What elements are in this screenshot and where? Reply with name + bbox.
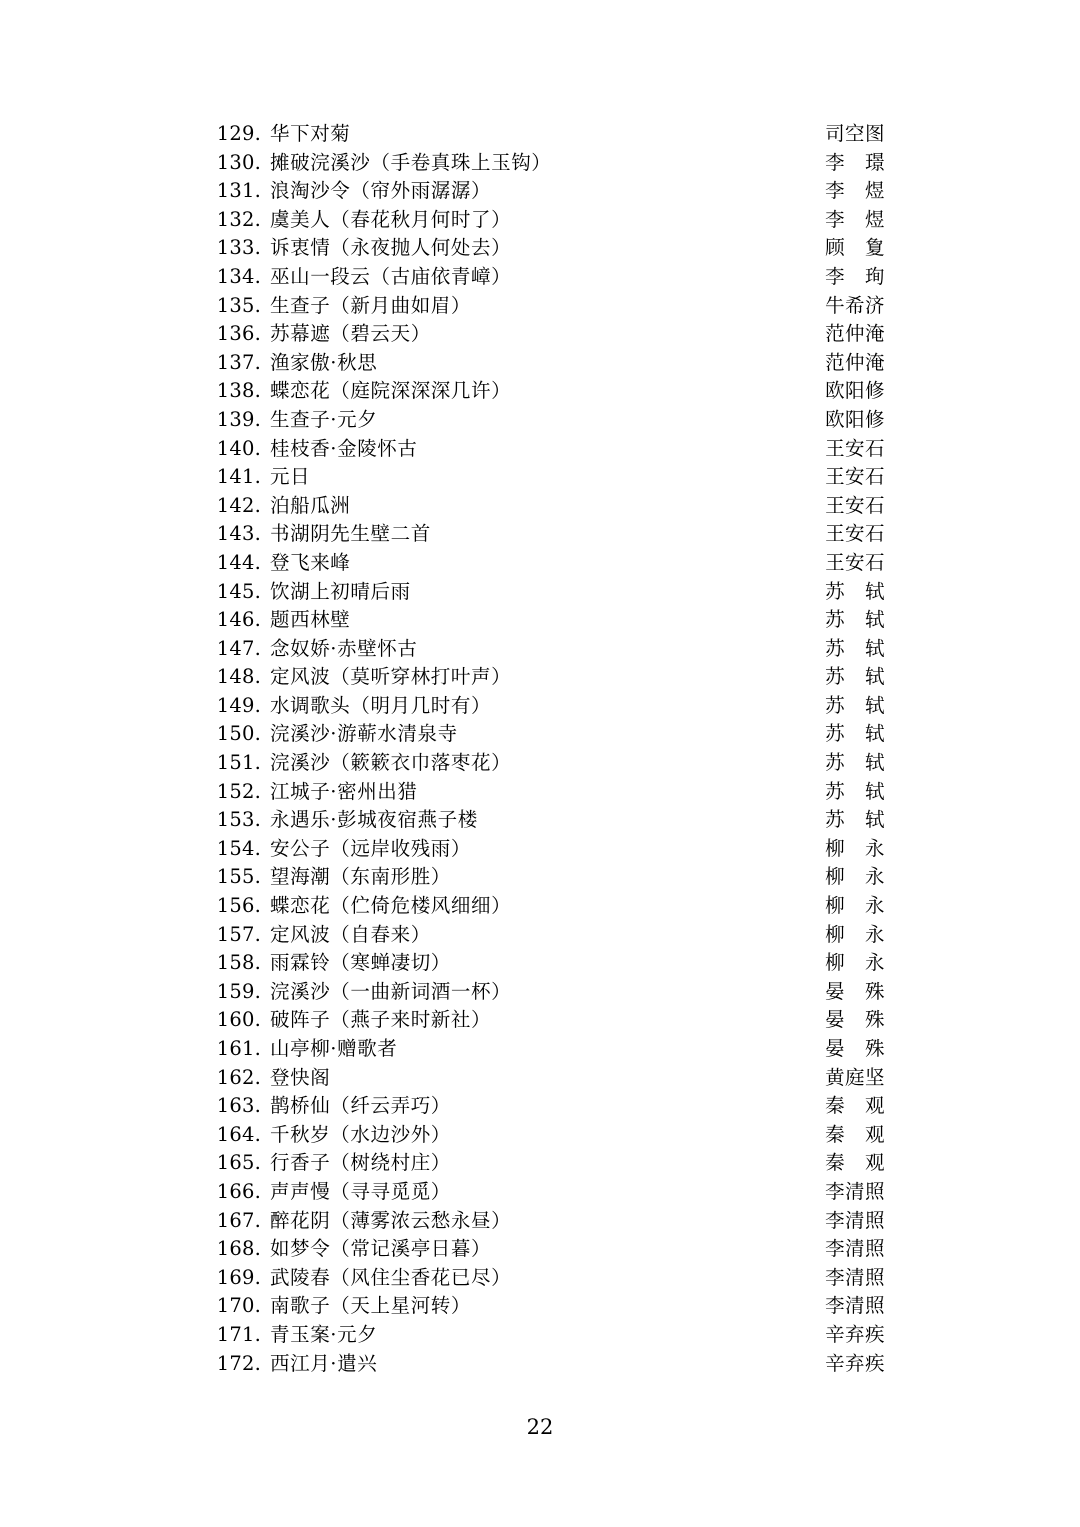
toc-entry-title: 南歌子（天上星河转）	[270, 1294, 472, 1318]
toc-entry[interactable]	[215, 635, 885, 664]
toc-entry[interactable]	[215, 292, 885, 321]
toc-entry-number: 137.	[216, 350, 261, 374]
toc-entry-number: 148.	[216, 665, 261, 689]
toc-entry-title: 望海潮（东南形胜）	[270, 865, 451, 889]
toc-entry-number: 170.	[216, 1294, 261, 1318]
toc-entry-number: 145.	[216, 579, 261, 603]
toc-entry[interactable]	[215, 520, 885, 549]
toc-entry-number: 158.	[216, 951, 261, 975]
toc-entry-number: 166.	[216, 1179, 261, 1203]
toc-entry[interactable]	[215, 1207, 885, 1236]
toc-entry-author: 秦 观	[825, 1094, 885, 1118]
toc-entry[interactable]	[215, 406, 885, 435]
toc-entry-title: 登飞来峰	[270, 550, 351, 574]
toc-entry[interactable]	[215, 1321, 885, 1350]
toc-entry-number: 160.	[216, 1008, 261, 1032]
toc-entry-author: 黄庭坚	[825, 1065, 885, 1089]
toc-entry-title: 定风波（自春来）	[270, 922, 431, 946]
toc-entry-number: 151.	[216, 751, 261, 775]
toc-entry-author: 李清照	[825, 1265, 885, 1289]
toc-entry-author: 苏 轼	[825, 579, 885, 603]
toc-entry-title: 登快阁	[270, 1065, 331, 1089]
toc-entry[interactable]	[215, 377, 885, 406]
toc-entry-title: 安公子（远岸收残雨）	[270, 836, 472, 860]
toc-entry-title: 浣溪沙（簌簌衣巾落枣花）	[270, 751, 512, 775]
toc-entry-number: 167.	[216, 1208, 261, 1232]
toc-entry-number: 152.	[216, 779, 261, 803]
toc-entry-author: 李清照	[825, 1208, 885, 1232]
toc-entry-number: 132.	[216, 207, 261, 231]
toc-entry-number: 130.	[216, 150, 261, 174]
toc-entry-title: 念奴娇·赤壁怀古	[270, 636, 418, 660]
toc-entry[interactable]	[215, 663, 885, 692]
toc-entry-number: 142.	[216, 493, 261, 517]
toc-entry-author: 辛弃疾	[825, 1322, 885, 1346]
toc-entry-author: 晏 殊	[825, 1008, 885, 1032]
toc-entry-number: 144.	[216, 550, 261, 574]
toc-entry-title: 泊船瓜洲	[270, 493, 351, 517]
toc-entry-author: 苏 轼	[825, 608, 885, 632]
toc-entry-title: 水调歌头（明月几时有）	[270, 693, 492, 717]
toc-entry[interactable]	[215, 949, 885, 978]
toc-entry[interactable]	[215, 1264, 885, 1293]
toc-entry-number: 172.	[216, 1351, 261, 1375]
toc-entry[interactable]	[215, 177, 885, 206]
toc-entry[interactable]	[215, 1092, 885, 1121]
toc-entry-number: 162.	[216, 1065, 261, 1089]
toc-entry-author: 欧阳修	[825, 407, 885, 431]
toc-entry[interactable]	[215, 349, 885, 378]
toc-entry-author: 柳 永	[825, 894, 885, 918]
toc-entry[interactable]	[215, 1006, 885, 1035]
toc-entry[interactable]	[215, 892, 885, 921]
toc-entry[interactable]	[215, 1149, 885, 1178]
toc-entry[interactable]	[215, 463, 885, 492]
toc-entry-title: 西江月·遣兴	[270, 1351, 378, 1375]
page-number: 22	[526, 1415, 554, 1439]
toc-entry-number: 133.	[216, 236, 261, 260]
toc-entry-number: 140.	[216, 436, 261, 460]
toc-entry[interactable]	[215, 234, 885, 263]
toc-entry-number: 156.	[216, 894, 261, 918]
toc-entry[interactable]	[215, 835, 885, 864]
toc-entry[interactable]	[215, 720, 885, 749]
toc-entry-title: 江城子·密州出猎	[270, 779, 418, 803]
toc-entry[interactable]	[215, 1235, 885, 1264]
toc-entry-author: 王安石	[825, 550, 885, 574]
toc-entry[interactable]	[215, 749, 885, 778]
toc-entry-author: 秦 观	[825, 1151, 885, 1175]
toc-entry-title: 渔家傲·秋思	[270, 350, 378, 374]
toc-entry-number: 141.	[216, 465, 261, 489]
toc-entry-number: 165.	[216, 1151, 261, 1175]
toc-entry-author: 牛希济	[825, 293, 885, 317]
toc-entry-title: 蝶恋花（伫倚危楼风细细）	[270, 894, 512, 918]
toc-entry-author: 苏 轼	[825, 636, 885, 660]
toc-entry-author: 苏 轼	[825, 693, 885, 717]
toc-entry-title: 武陵春（风住尘香花已尽）	[270, 1265, 512, 1289]
toc-entry[interactable]	[215, 606, 885, 635]
toc-entry-number: 155.	[216, 865, 261, 889]
toc-entry-title: 蝶恋花（庭院深深深几许）	[270, 379, 512, 403]
toc-entry-author: 李 璟	[825, 150, 885, 174]
toc-entry-title: 声声慢（寻寻觅觅）	[270, 1179, 451, 1203]
toc-entry-author: 晏 殊	[825, 1037, 885, 1060]
toc-entry-title: 行香子（树绕村庄）	[270, 1151, 451, 1175]
toc-entry-title: 千秋岁（水边沙外）	[270, 1122, 451, 1146]
toc-entry-title: 华下对菊	[270, 122, 351, 145]
toc-entry-number: 129.	[216, 122, 261, 145]
toc-entry-author: 李清照	[825, 1179, 885, 1203]
toc-entry[interactable]	[215, 1292, 885, 1321]
toc-entry-title: 诉衷情（永夜抛人何处去）	[270, 236, 512, 260]
toc-entry-author: 李 煜	[825, 179, 885, 203]
toc-entry[interactable]	[215, 492, 885, 521]
toc-entry-number: 161.	[216, 1037, 261, 1060]
toc-entry[interactable]	[215, 806, 885, 835]
toc-entry-title: 生查子·元夕	[270, 407, 378, 431]
toc-entry-author: 李 珣	[825, 264, 885, 288]
toc-entry-author: 范仲淹	[825, 350, 885, 374]
toc-entry-number: 154.	[216, 836, 261, 860]
toc-entry-author: 苏 轼	[825, 808, 885, 832]
toc-entry[interactable]	[215, 778, 885, 807]
toc-entry-number: 169.	[216, 1265, 261, 1289]
toc-entry-title: 浣溪沙（一曲新词酒一杯）	[270, 979, 512, 1003]
toc-entry-number: 143.	[216, 522, 261, 546]
toc-entry-author: 柳 永	[825, 865, 885, 889]
toc-entry-title: 浪淘沙令（帘外雨潺潺）	[270, 179, 492, 203]
toc-entry-number: 168.	[216, 1237, 261, 1261]
toc-entry-number: 139.	[216, 407, 261, 431]
toc-entry[interactable]	[215, 263, 885, 292]
toc-entry-title: 题西林壁	[270, 608, 351, 632]
toc-entry-number: 135.	[216, 293, 261, 317]
table-of-contents	[215, 120, 885, 1378]
toc-entry-title: 饮湖上初晴后雨	[270, 579, 411, 603]
toc-entry-number: 149.	[216, 693, 261, 717]
toc-entry-author: 柳 永	[825, 836, 885, 860]
toc-entry-title: 雨霖铃（寒蝉凄切）	[270, 951, 451, 975]
toc-entry-number: 131.	[216, 179, 261, 203]
toc-entry-author: 顾 夐	[825, 236, 885, 260]
toc-entry[interactable]	[215, 1178, 885, 1207]
toc-entry-title: 青玉案·元夕	[270, 1322, 378, 1346]
toc-entry-author: 欧阳修	[825, 379, 885, 403]
toc-entry-author: 苏 轼	[825, 722, 885, 746]
toc-entry-author: 李 煜	[825, 207, 885, 231]
toc-entry[interactable]	[215, 435, 885, 464]
toc-entry-title: 醉花阴（薄雾浓云愁永昼）	[270, 1208, 512, 1232]
toc-entry-author: 苏 轼	[825, 751, 885, 775]
toc-entry-number: 163.	[216, 1094, 261, 1118]
toc-entry[interactable]	[215, 1064, 885, 1093]
toc-entry[interactable]	[215, 1035, 885, 1064]
toc-entry-number: 150.	[216, 722, 261, 746]
toc-entry-author: 苏 轼	[825, 665, 885, 689]
toc-entry[interactable]	[215, 1350, 885, 1379]
toc-entry-number: 146.	[216, 608, 261, 632]
toc-entry[interactable]	[215, 320, 885, 349]
toc-entry-author: 晏 殊	[825, 979, 885, 1003]
toc-entry[interactable]	[215, 1121, 885, 1150]
toc-entry[interactable]	[215, 921, 885, 950]
toc-entry-title: 巫山一段云（古庙依青嶂）	[270, 264, 512, 288]
toc-entry-title: 山亭柳·赠歌者	[270, 1037, 398, 1060]
toc-entry[interactable]	[215, 549, 885, 578]
toc-entry-author: 王安石	[825, 522, 885, 546]
toc-entry-author: 柳 永	[825, 922, 885, 946]
toc-entry[interactable]	[215, 578, 885, 607]
toc-entry-title: 苏幕遮（碧云天）	[270, 322, 431, 346]
toc-entry-author: 苏 轼	[825, 779, 885, 803]
toc-entry-author: 李清照	[825, 1294, 885, 1318]
toc-entry-author: 王安石	[825, 436, 885, 460]
toc-entry-title: 破阵子（燕子来时新社）	[270, 1008, 492, 1032]
toc-entry-title: 如梦令（常记溪亭日暮）	[270, 1237, 492, 1261]
toc-entry[interactable]	[215, 863, 885, 892]
toc-entry[interactable]	[215, 120, 885, 149]
toc-entry-author: 王安石	[825, 493, 885, 517]
toc-entry[interactable]	[215, 692, 885, 721]
toc-entry-number: 159.	[216, 979, 261, 1003]
toc-entry-author: 柳 永	[825, 951, 885, 975]
toc-entry-number: 171.	[216, 1322, 261, 1346]
toc-entry-author: 李清照	[825, 1237, 885, 1261]
toc-entry-author: 王安石	[825, 465, 885, 489]
toc-entry-number: 136.	[216, 322, 261, 346]
toc-entry-author: 范仲淹	[825, 322, 885, 346]
toc-entry-title: 桂枝香·金陵怀古	[270, 436, 418, 460]
toc-entry-title: 摊破浣溪沙（手卷真珠上玉钩）	[270, 150, 552, 174]
toc-entry-number: 153.	[216, 808, 261, 832]
toc-entry-number: 157.	[216, 922, 261, 946]
toc-entry-number: 164.	[216, 1122, 261, 1146]
toc-entry[interactable]	[215, 978, 885, 1007]
toc-entry[interactable]	[215, 149, 885, 178]
toc-entry[interactable]	[215, 206, 885, 235]
toc-entry-title: 浣溪沙·游蕲水清泉寺	[270, 722, 458, 746]
toc-entry-title: 定风波（莫听穿林打叶声）	[270, 665, 512, 689]
toc-entry-author: 辛弃疾	[825, 1351, 885, 1375]
toc-entry-title: 永遇乐·彭城夜宿燕子楼	[270, 808, 478, 832]
toc-entry-title: 虞美人（春花秋月何时了）	[270, 207, 512, 231]
toc-entry-title: 生查子（新月曲如眉）	[270, 293, 472, 317]
toc-entry-author: 司空图	[825, 122, 885, 145]
toc-entry-author: 秦 观	[825, 1122, 885, 1146]
toc-entry-number: 147.	[216, 636, 261, 660]
toc-entry-title: 元日	[270, 465, 311, 489]
toc-entry-title: 鹊桥仙（纤云弄巧）	[270, 1094, 451, 1118]
toc-entry-number: 134.	[216, 264, 261, 288]
toc-entry-title: 书湖阴先生壁二首	[270, 522, 431, 546]
toc-entry-number: 138.	[216, 379, 261, 403]
